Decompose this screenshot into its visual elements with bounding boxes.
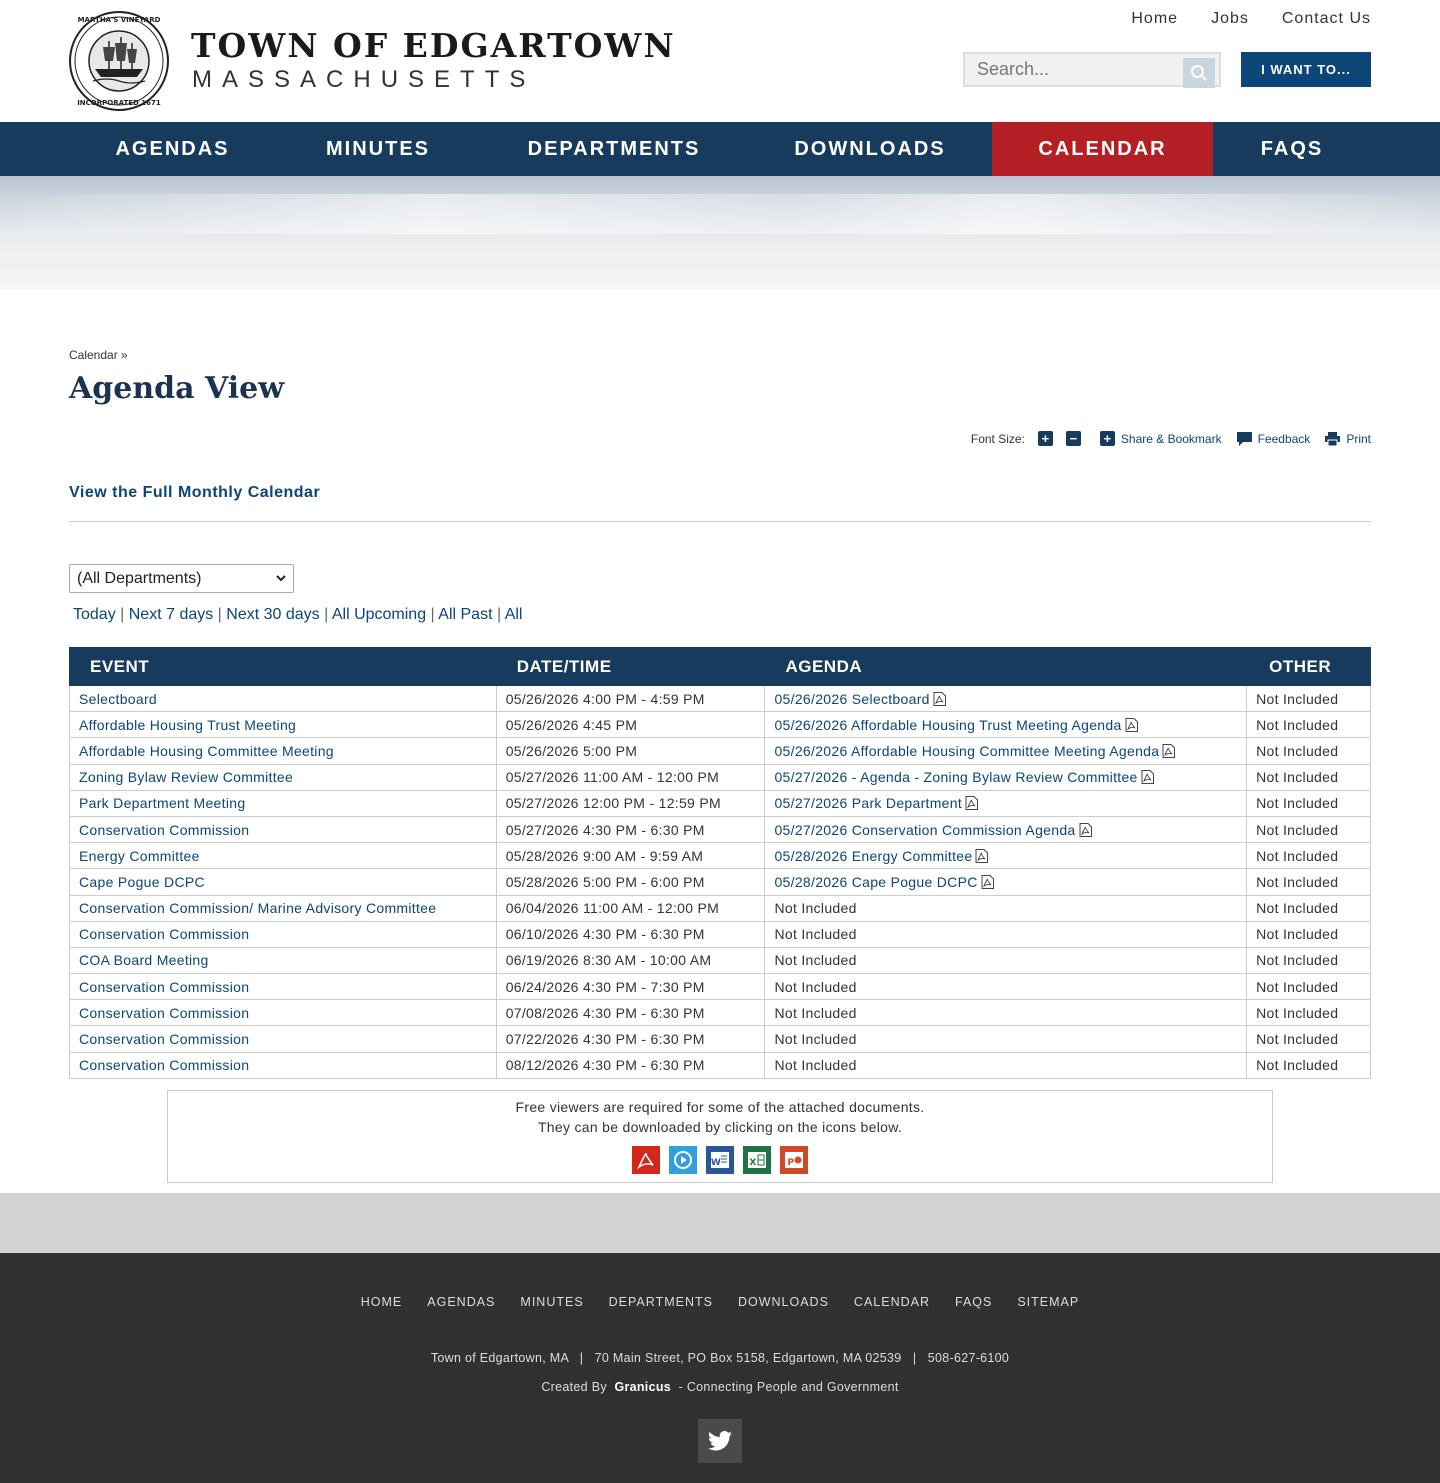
filter-next-30-days[interactable]: Next 30 days bbox=[226, 606, 320, 623]
header-agenda: AGENDA bbox=[765, 648, 1247, 686]
agenda-cell bbox=[765, 869, 1247, 895]
datetime-cell: 05/27/2026 4:30 PM - 6:30 PM bbox=[496, 816, 765, 842]
datetime-cell: 07/22/2026 4:30 PM - 6:30 PM bbox=[496, 1026, 765, 1052]
nav-minutes[interactable]: MINUTES bbox=[326, 137, 430, 160]
agenda-cell bbox=[765, 712, 1247, 738]
events-table bbox=[69, 647, 1371, 1079]
font-decrease-icon[interactable]: − bbox=[1066, 431, 1081, 446]
header-datetime[interactable]: DATE/TIME bbox=[496, 648, 765, 686]
table-row bbox=[70, 974, 1371, 1000]
svg-text:MARTHA'S VINEYARD: MARTHA'S VINEYARD bbox=[77, 16, 161, 24]
pdf-icon bbox=[981, 875, 994, 889]
datetime-cell: 05/26/2026 4:45 PM bbox=[496, 712, 765, 738]
datetime-cell: 05/27/2026 11:00 AM - 12:00 PM bbox=[496, 764, 765, 790]
event-cell bbox=[70, 974, 497, 1000]
datetime-cell: 06/24/2026 4:30 PM - 7:30 PM bbox=[496, 974, 765, 1000]
agenda-cell bbox=[765, 764, 1247, 790]
page-tools bbox=[971, 431, 1371, 446]
other-cell: Not Included bbox=[1247, 1000, 1371, 1026]
nav-downloads[interactable]: DOWNLOADS bbox=[794, 137, 946, 160]
pdf-icon bbox=[1079, 823, 1092, 837]
powerpoint-viewer-icon[interactable] bbox=[780, 1146, 808, 1174]
table-row bbox=[70, 712, 1371, 738]
other-cell: Not Included bbox=[1247, 869, 1371, 895]
agenda-cell: Not Included bbox=[765, 921, 1247, 947]
footer-credit: Created By Granicus - Connecting People and Government bbox=[541, 1380, 899, 1394]
twitter-icon bbox=[708, 1431, 732, 1451]
feedback-link[interactable]: Feedback bbox=[1257, 431, 1311, 446]
filter-today[interactable]: Today bbox=[73, 606, 116, 623]
media-player-icon[interactable] bbox=[669, 1146, 697, 1174]
breadcrumb[interactable]: Calendar » bbox=[69, 348, 128, 362]
nav-departments[interactable]: DEPARTMENTS bbox=[527, 137, 701, 160]
event-cell bbox=[70, 947, 497, 973]
datetime-cell: 05/28/2026 9:00 AM - 9:59 AM bbox=[496, 843, 765, 869]
agenda-link[interactable]: 05/28/2026 Cape Pogue DCPC bbox=[774, 873, 978, 890]
table-row bbox=[70, 816, 1371, 842]
feedback-icon bbox=[1237, 432, 1252, 446]
event-link[interactable]: Cape Pogue DCPC bbox=[79, 873, 205, 890]
event-cell bbox=[70, 1052, 497, 1078]
table-row bbox=[70, 738, 1371, 764]
pdf-icon bbox=[965, 796, 978, 810]
datetime-cell: 05/27/2026 12:00 PM - 12:59 PM bbox=[496, 790, 765, 816]
viewers-box bbox=[167, 1090, 1273, 1183]
footer-link-home[interactable]: HOME bbox=[360, 1295, 403, 1309]
table-row bbox=[70, 1052, 1371, 1078]
other-cell: Not Included bbox=[1247, 947, 1371, 973]
datetime-cell: 05/26/2026 5:00 PM bbox=[496, 738, 765, 764]
svg-text:P: P bbox=[787, 1158, 795, 1168]
agenda-link[interactable]: 05/26/2026 Affordable Housing Committee Meeting Agenda bbox=[774, 742, 1160, 759]
other-cell: Not Included bbox=[1247, 843, 1371, 869]
event-cell bbox=[70, 843, 497, 869]
filter-all[interactable]: All bbox=[504, 606, 523, 623]
event-link[interactable]: Conservation Commission bbox=[79, 1004, 250, 1021]
other-cell: Not Included bbox=[1247, 974, 1371, 1000]
svg-text:W: W bbox=[710, 1158, 722, 1168]
header-other: OTHER bbox=[1247, 648, 1371, 686]
event-link[interactable]: Conservation Commission bbox=[79, 1057, 250, 1074]
footer-link-sitemap[interactable]: SITEMAP bbox=[1017, 1295, 1080, 1309]
pdf-icon bbox=[1162, 744, 1175, 758]
header-event[interactable]: EVENT bbox=[70, 648, 497, 686]
event-cell bbox=[70, 712, 497, 738]
table-row bbox=[70, 1000, 1371, 1026]
table-row bbox=[70, 843, 1371, 869]
top-link-jobs[interactable]: Jobs bbox=[1211, 10, 1249, 27]
print-link[interactable]: Print bbox=[1346, 431, 1371, 446]
datetime-cell: 08/12/2026 4:30 PM - 6:30 PM bbox=[496, 1052, 765, 1078]
agenda-link[interactable]: 05/27/2026 Park Department bbox=[774, 795, 963, 812]
event-link[interactable]: Conservation Commission bbox=[79, 1031, 250, 1048]
other-cell: Not Included bbox=[1247, 895, 1371, 921]
twitter-button[interactable] bbox=[698, 1419, 742, 1463]
footer-link-downloads[interactable]: DOWNLOADS bbox=[737, 1295, 829, 1309]
divider bbox=[69, 521, 1371, 522]
granicus-link[interactable]: Granicus bbox=[614, 1380, 672, 1394]
svg-text:X: X bbox=[749, 1158, 757, 1168]
share-bookmark-link[interactable]: Share & Bookmark bbox=[1120, 431, 1222, 446]
event-link[interactable]: COA Board Meeting bbox=[79, 952, 209, 969]
event-cell bbox=[70, 1000, 497, 1026]
footer-nav bbox=[0, 1295, 1440, 1309]
search-icon bbox=[1190, 64, 1208, 82]
i-want-to-button[interactable]: I WANT TO... bbox=[1241, 52, 1371, 87]
top-links bbox=[1131, 10, 1371, 28]
other-cell: Not Included bbox=[1247, 921, 1371, 947]
nav-agendas[interactable]: AGENDAS bbox=[115, 137, 230, 160]
svg-text:INCORPORATED 1671: INCORPORATED 1671 bbox=[77, 99, 161, 107]
nav-calendar[interactable]: CALENDAR bbox=[992, 122, 1213, 176]
top-link-contact[interactable]: Contact Us bbox=[1281, 10, 1371, 27]
filter-next-7-days[interactable]: Next 7 days bbox=[128, 606, 214, 623]
full-monthly-calendar-link[interactable]: View the Full Monthly Calendar bbox=[69, 484, 321, 501]
footer-link-agendas[interactable]: AGENDAS bbox=[427, 1295, 496, 1309]
agenda-cell bbox=[765, 816, 1247, 842]
header-banner-image bbox=[0, 176, 1440, 289]
agenda-cell: Not Included bbox=[765, 947, 1247, 973]
footer-divider-band bbox=[0, 1193, 1440, 1253]
word-viewer-icon[interactable] bbox=[706, 1146, 734, 1174]
datetime-cell: 05/26/2026 4:00 PM - 4:59 PM bbox=[496, 686, 765, 712]
datetime-cell: 05/28/2026 5:00 PM - 6:00 PM bbox=[496, 869, 765, 895]
font-size-label: Font Size: bbox=[970, 431, 1025, 446]
other-cell: Not Included bbox=[1247, 686, 1371, 712]
event-cell bbox=[70, 738, 497, 764]
agenda-cell: Not Included bbox=[765, 974, 1247, 1000]
agenda-cell: Not Included bbox=[765, 1000, 1247, 1026]
datetime-cell: 06/10/2026 4:30 PM - 6:30 PM bbox=[496, 921, 765, 947]
agenda-link[interactable]: 05/27/2026 - Agenda - Zoning Bylaw Review Committee bbox=[774, 769, 1138, 786]
event-link[interactable]: Affordable Housing Committee Meeting bbox=[79, 742, 334, 759]
site-header bbox=[0, 0, 1440, 122]
other-cell: Not Included bbox=[1247, 1052, 1371, 1078]
excel-viewer-icon[interactable] bbox=[743, 1146, 771, 1174]
adobe-reader-icon[interactable] bbox=[632, 1146, 660, 1174]
agenda-cell bbox=[765, 843, 1247, 869]
agenda-cell: Not Included bbox=[765, 1026, 1247, 1052]
top-link-home[interactable]: Home bbox=[1131, 10, 1179, 27]
footer-link-minutes[interactable]: MINUTES bbox=[520, 1295, 584, 1309]
other-cell: Not Included bbox=[1247, 764, 1371, 790]
agenda-cell bbox=[765, 738, 1247, 764]
department-select-value: (All Departments) bbox=[77, 569, 202, 587]
pdf-icon bbox=[1125, 718, 1138, 732]
table-row bbox=[70, 921, 1371, 947]
table-row bbox=[70, 869, 1371, 895]
datetime-cell: 07/08/2026 4:30 PM - 6:30 PM bbox=[496, 1000, 765, 1026]
filter-all-upcoming[interactable]: All Upcoming bbox=[331, 606, 427, 623]
site-subtitle: MASSACHUSETTS bbox=[192, 66, 536, 93]
town-seal-logo[interactable] bbox=[69, 11, 169, 111]
event-link[interactable]: Affordable Housing Trust Meeting bbox=[79, 716, 297, 733]
datetime-cell: 06/04/2026 11:00 AM - 12:00 PM bbox=[496, 895, 765, 921]
table-row bbox=[70, 790, 1371, 816]
search-input[interactable] bbox=[965, 54, 1183, 85]
event-cell bbox=[70, 686, 497, 712]
agenda-cell bbox=[765, 790, 1247, 816]
chevron-down-icon bbox=[275, 572, 287, 584]
search-button[interactable] bbox=[1183, 58, 1215, 88]
agenda-cell: Not Included bbox=[765, 895, 1247, 921]
event-cell bbox=[70, 869, 497, 895]
event-link[interactable]: Zoning Bylaw Review Committee bbox=[79, 769, 294, 786]
table-row bbox=[70, 1026, 1371, 1052]
event-cell bbox=[70, 816, 497, 842]
agenda-link[interactable]: 05/27/2026 Conservation Commission Agenda bbox=[774, 821, 1076, 838]
nav-faqs[interactable]: FAQS bbox=[1260, 137, 1324, 160]
event-cell bbox=[70, 921, 497, 947]
viewers-text-line1: Free viewers are required for some of the attached documents. bbox=[515, 1099, 925, 1115]
footer-link-departments[interactable]: DEPARTMENTS bbox=[608, 1295, 713, 1309]
main-nav bbox=[0, 122, 1440, 176]
footer-address: Town of Edgartown, MA | 70 Main Street, PO Box 5158, Edgartown, MA 02539 | 508-627-6100 bbox=[430, 1351, 1010, 1365]
event-cell bbox=[70, 764, 497, 790]
print-icon bbox=[1325, 432, 1340, 446]
font-increase-icon[interactable]: + bbox=[1038, 431, 1053, 446]
event-link[interactable]: Park Department Meeting bbox=[79, 795, 246, 812]
share-icon: + bbox=[1100, 431, 1115, 446]
filter-all-past[interactable]: All Past bbox=[438, 606, 493, 623]
agenda-cell bbox=[765, 686, 1247, 712]
other-cell: Not Included bbox=[1247, 712, 1371, 738]
pdf-icon bbox=[975, 849, 988, 863]
event-cell bbox=[70, 790, 497, 816]
table-row bbox=[70, 947, 1371, 973]
event-cell bbox=[70, 895, 497, 921]
event-cell bbox=[70, 1026, 497, 1052]
event-link[interactable]: Conservation Commission bbox=[79, 821, 250, 838]
page-title: Agenda View bbox=[69, 371, 285, 406]
agenda-link[interactable]: 05/26/2026 Affordable Housing Trust Meeting Agenda bbox=[774, 716, 1122, 733]
event-link[interactable]: Conservation Commission/ Marine Advisory Committee bbox=[79, 900, 437, 917]
viewers-text-line2: They can be downloaded by clicking on the icons below. bbox=[537, 1119, 903, 1135]
event-link[interactable]: Conservation Commission bbox=[79, 926, 250, 943]
event-link[interactable]: Energy Committee bbox=[79, 847, 200, 864]
agenda-cell: Not Included bbox=[765, 1052, 1247, 1078]
event-link[interactable]: Selectboard bbox=[79, 690, 158, 707]
other-cell: Not Included bbox=[1247, 1026, 1371, 1052]
other-cell: Not Included bbox=[1247, 816, 1371, 842]
footer-link-calendar[interactable]: CALENDAR bbox=[853, 1295, 930, 1309]
event-link[interactable]: Conservation Commission bbox=[79, 978, 250, 995]
agenda-link[interactable]: 05/26/2026 Selectboard bbox=[774, 690, 930, 707]
date-filters: Today | Next 7 days | Next 30 days | All Upcoming | All Past | All bbox=[73, 606, 523, 623]
department-select[interactable] bbox=[69, 564, 294, 593]
site-title[interactable]: TOWN OF EDGARTOWN bbox=[191, 26, 676, 65]
other-cell: Not Included bbox=[1247, 738, 1371, 764]
agenda-link[interactable]: 05/28/2026 Energy Committee bbox=[774, 847, 973, 864]
footer-link-faqs[interactable]: FAQS bbox=[955, 1295, 993, 1309]
search-box bbox=[963, 52, 1221, 87]
pdf-icon bbox=[933, 692, 946, 706]
table-row bbox=[70, 895, 1371, 921]
pdf-icon bbox=[1141, 770, 1154, 784]
datetime-cell: 06/19/2026 8:30 AM - 10:00 AM bbox=[496, 947, 765, 973]
table-row bbox=[70, 686, 1371, 712]
other-cell: Not Included bbox=[1247, 790, 1371, 816]
table-row bbox=[70, 764, 1371, 790]
